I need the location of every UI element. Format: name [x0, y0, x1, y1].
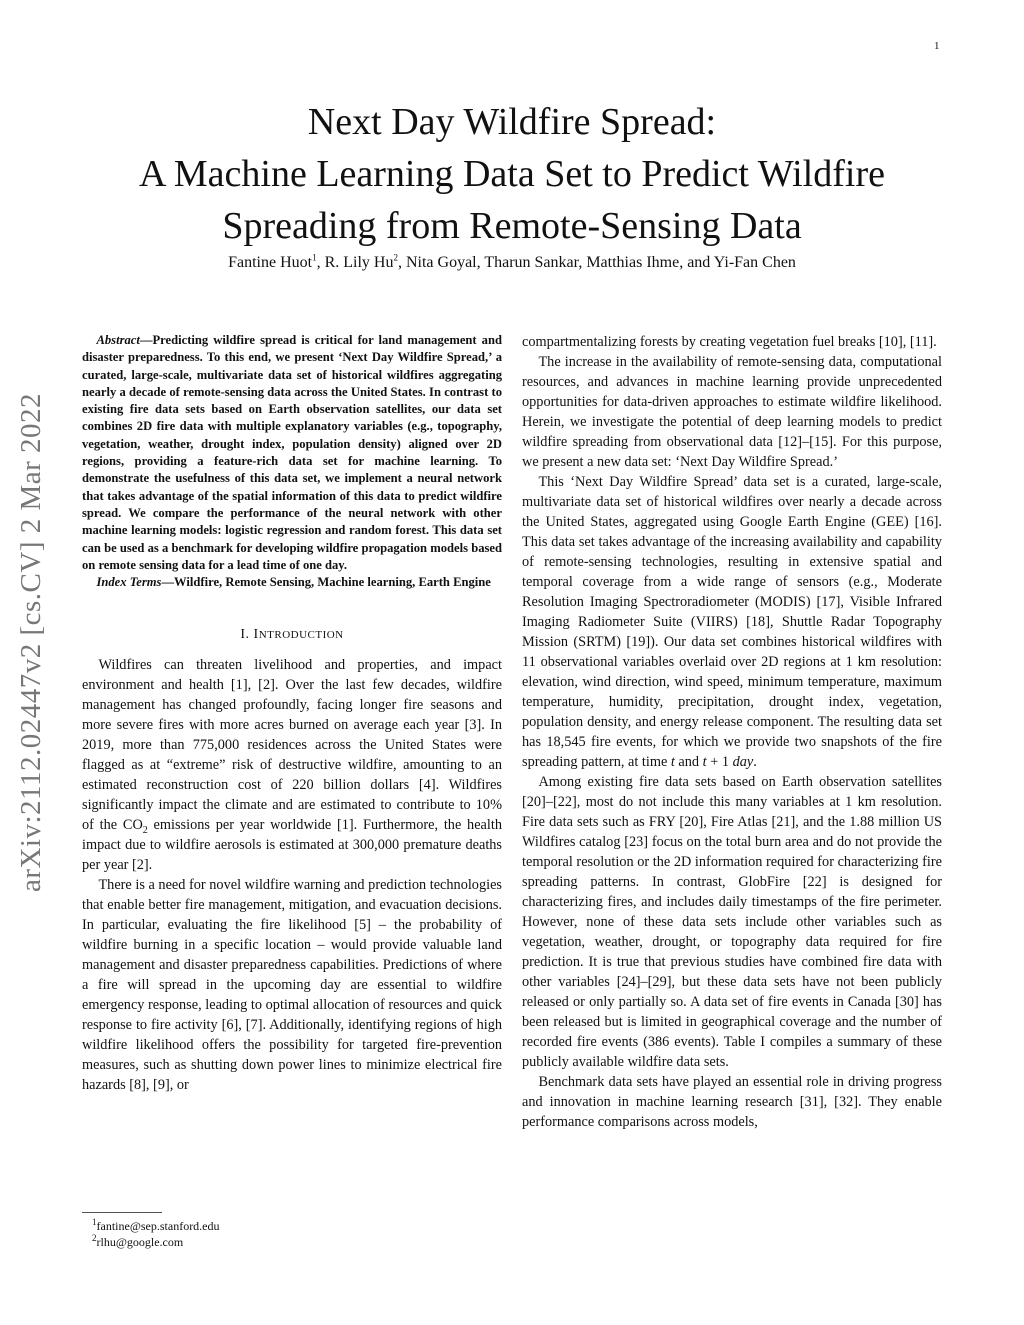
abstract-text: Predicting wildfire spread is critical for land management and disaster preparedness. To this end, we present ‘Next Day Wildfire Spread,’ a curated, large-scale, multivariate data set of historical wildfires aggregating nearly a decade of remote-sensing data across the United States. In contrast to existing fire data sets based on Earth observation satellites, our data set combines 2D fire data with multiple explanatory variables (e.g., topography, vegetation, weather, drought index, population density) aligned over 2D regions, providing a feature-rich data set for machine learning. To demonstrate the usefulness of this data set, we implement a neural network that takes advantage of the spatial information of this data to predict wildfire spread. We compare the performance of the neural network with other machine learning models: logistic regression and random forest. This data set can be used as a benchmark for developing wildfire propagation models based on remote sensing data for a lead time of one day. — [82, 333, 502, 572]
footnote-2-mark: 2 — [92, 1233, 97, 1243]
right-column — [522, 332, 942, 1132]
other-authors: , Nita Goyal, Tharun Sankar, Matthias Ihme, and Yi-Fan Chen — [397, 254, 796, 271]
abstract-label: Abstract — [96, 333, 140, 347]
left-column — [82, 332, 502, 1095]
intro-paragraph-6: Benchmark data sets have played an essential role in driving progress and innovation in machine learning research [31], [32]. They enable performance comparisons across models, — [522, 1074, 942, 1130]
intro-paragraph-1 — [82, 655, 502, 875]
section-title-rest: NTRODUCTION — [258, 629, 344, 642]
footnote-1 — [82, 1218, 502, 1234]
author-1-affil: 1 — [312, 252, 317, 263]
intro-paragraph-3: The increase in the availability of remote-sensing data, computational resources, and advances in machine learning provide unprecedented opportunities for data-driven approaches to estimate wildfire likelihood. Herein, we investigate the potential of deep learning models to predict wildfire spreading from observational data [12]–[15]. For this purpose, we present a new data set: ‘Next Day Wildfire Spread.’ — [522, 354, 942, 470]
intro-paragraph-4 — [522, 472, 942, 772]
intro-paragraph-2-cont: compartmentalizing forests by creating vegetation fuel breaks [10], [11]. — [522, 334, 937, 350]
intro-p1-text-b: emissions per year worldwide [1]. Furthermore, the health impact due to wildfire aerosols is estimated at 300,000 premature deaths per year [2]. — [82, 817, 502, 874]
footnote-2-email[interactable]: rlhu@google.com — [96, 1235, 184, 1249]
author-2: , R. Lily Hu — [316, 254, 394, 271]
intro-p4-text: This ‘Next Day Wildfire Spread’ data set is a curated, large-scale, multivariate data set of historical wildfires over nearly a decade across the United States, aggregated using Google Earth Engine (GEE) [16]. This data set takes advantage of the increasing availability and capability of remote-sensing technologies, resulting in extensive spatial and temporal coverage from a wide range of sensors (e.g., Moderate Resolution Imaging Spectroradiometer (MODIS) [17], Visible Infrared Imaging Radiometer Suite (VIIRS) [18], Shuttle Radar Topography Mission (SRTM) [19]). Our data set combines historical wildfires with 11 observational variables overlaid over 2D regions at 1 km resolution: elevation, wind direction, wind speed, minimum temperature, maximum temperature, humidity, precipitation, drought index, vegetation, population density, and energy release component. The resulting data set has 18,545 fire events, for which we provide two snapshots of the fire spreading pattern, at time — [522, 474, 942, 770]
title-line-1: Next Day Wildfire Spread: — [307, 101, 717, 143]
section-heading-introduction — [82, 625, 502, 645]
footnote-rule — [82, 1212, 162, 1213]
title-line-3: Spreading from Remote-Sensing Data — [222, 205, 802, 247]
index-terms-dash: — — [161, 575, 175, 590]
author-1: Fantine Huot — [228, 254, 313, 271]
index-terms-label: Index Terms — [96, 575, 162, 590]
footnote-1-mark: 1 — [92, 1217, 97, 1227]
math-day: day — [732, 754, 754, 770]
arxiv-stamp — [6, 352, 58, 932]
paper-title — [80, 96, 944, 252]
section-numeral: I. I — [240, 627, 259, 643]
title-line-2: A Machine Learning Data Set to Predict Wildfire — [139, 153, 885, 195]
intro-p1-text-a: Wildfires can threaten livelihood and properties, and impact environment and health [1], [2]. Over the last few decades, wildfire management has changed profoundly, facing longer fire seasons and more severe fires with more acres burned on average each year [3]. In 2019, more than 775,000 residences across the United States were flagged as at “extreme” risk of destructive wildfire, amounting to an estimated reconstruction cost of 220 billion dollars [4]. Wildfires significantly impact the climate and are estimated to contribute to 10% of the CO — [82, 657, 502, 834]
math-t: t — [670, 754, 675, 770]
intro-p4-and: and — [674, 754, 703, 770]
author-list — [80, 254, 944, 272]
intro-paragraph-5: Among existing fire data sets based on Earth observation satellites [20]–[22], most do not include this many variables at 1 km resolution. Fire data sets such as FRY [20], Fire Atlas [21], and the 1.88 million US Wildfires catalog [23] focus on the total burn area and do not provide the temporal resolution or the 2D information required for characterizing fire spreading patterns. In contrast, GlobFire [22] is designed for characterizing fires, and includes daily timestamps of the fire perimeter. However, none of these data sets include other variables such as vegetation, weather, drought, or topography data required for fire prediction. It is true that previous studies have combined fire data with other variables [24]–[29], but these data sets have not been publicly released or only partially so. A data set of fire events in Canada [30] has been released but is limited in geographical coverage and the number of recorded fire events (386 events). Table I compiles a summary of these publicly available wildfire data sets. — [522, 774, 942, 1070]
co2-subscript: 2 — [142, 825, 148, 837]
footnote-2 — [82, 1234, 502, 1250]
abstract — [82, 332, 502, 574]
index-terms — [82, 574, 502, 591]
page-number: 1 — [934, 40, 940, 52]
math-plus-one: + 1 — [706, 754, 733, 770]
footnote-1-email[interactable]: fantine@sep.stanford.edu — [96, 1219, 220, 1233]
intro-paragraph-2: There is a need for novel wildfire warning and prediction technologies that enable better fire management, mitigation, and evacuation decisions. In particular, evaluating the fire likelihood [5] – the probability of wildfire burning in a specific location – would provide valuable land management and disaster preparedness capabilities. Predictions of where a fire will spread in the upcoming day are essential to wildfire emergency response, leading to optimal allocation of resources and quick response to fire activity [6], [7]. Additionally, identifying regions of high wildfire likelihood offers the possibility for targeted fire-prevention measures, such as shutting down power lines to minimize electrical fire hazards [8], [9], or — [82, 877, 502, 1094]
index-terms-text: Wildfire, Remote Sensing, Machine learning, Earth Engine — [174, 575, 491, 590]
abstract-dash: — — [139, 333, 153, 347]
math-t-2: t — [702, 754, 707, 770]
arxiv-stamp-text: arXiv:2112.02447v2 [cs.CV] 2 Mar 2022 — [15, 392, 48, 892]
footnotes — [82, 1218, 502, 1250]
author-2-affil: 2 — [393, 252, 398, 263]
intro-p4-end: . — [753, 754, 757, 770]
